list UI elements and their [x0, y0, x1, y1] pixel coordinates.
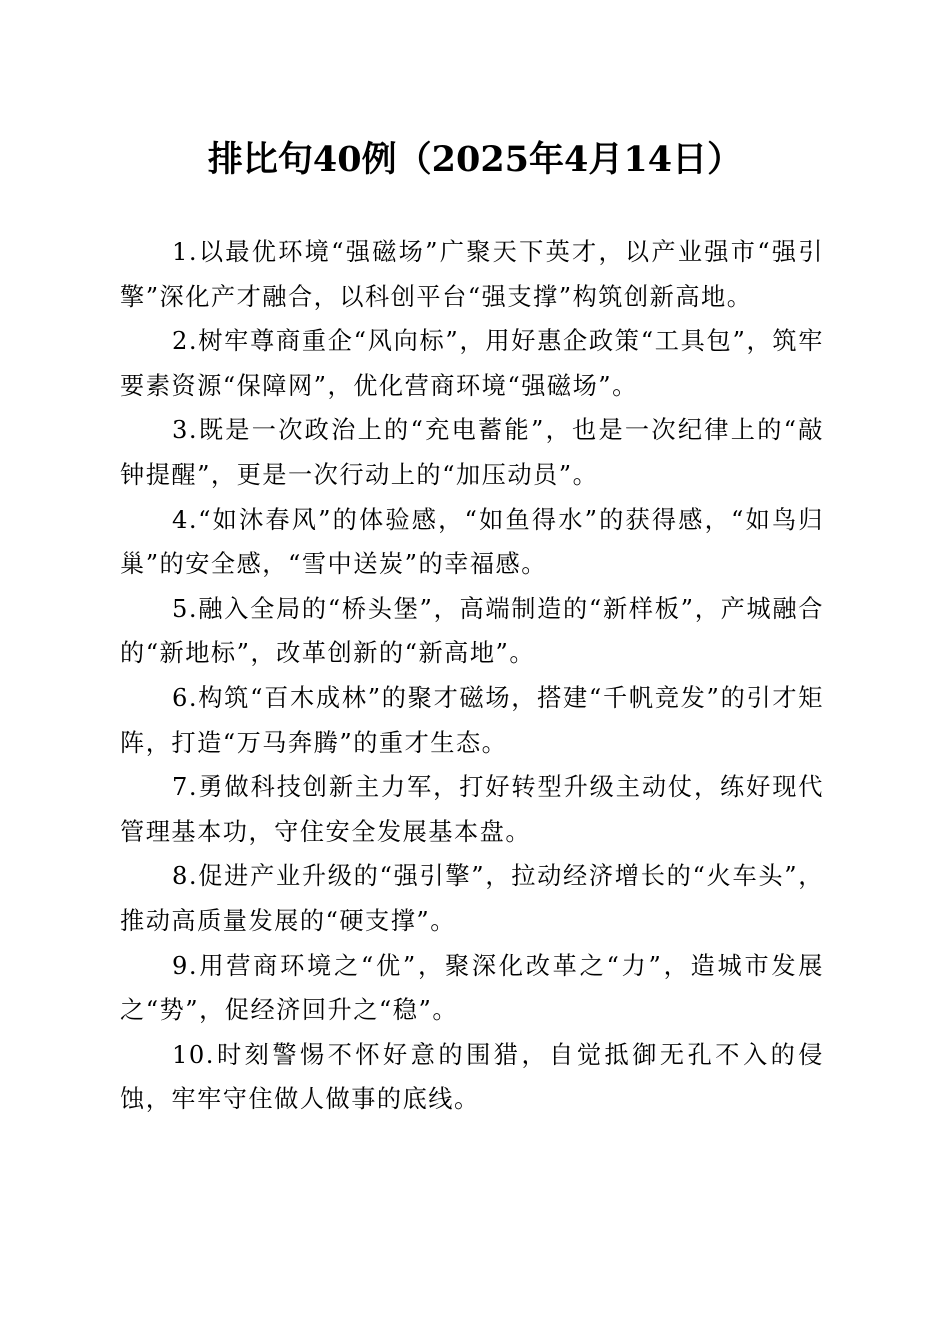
paragraph-7: 7.勇做科技创新主力军，打好转型升级主动仗，练好现代管理基本功，守住安全发展基本盘。	[120, 773, 824, 846]
paragraph-10: 10.时刻警惕不怀好意的围猎，自觉抵御无孔不入的侵蚀，牢牢守住做人做事的底线。	[120, 1040, 824, 1114]
paragraph-4: 4.“如沐春风”的体验感，“如鱼得水”的获得感，“如鸟归巢”的安全感，“雪中送炭”的幸福感。	[120, 505, 824, 579]
paragraph-3: 3.既是一次政治上的“充电蓄能”，也是一次纪律上的“敲钟提醒”，更是一次行动上的“加压动员”。	[120, 416, 824, 489]
paragraph-2: 2.树牢尊商重企“风向标”，用好惠企政策“工具包”，筑牢要素资源“保障网”，优化营商环境“强磁场”。	[120, 327, 824, 400]
document-title: 排比句40例（2025年4月14日）	[207, 139, 743, 180]
paragraph-9: 9.用营商环境之“优”，聚深化改革之“力”，造城市发展之“势”，促经济回升之“稳”。	[120, 951, 824, 1025]
paragraph-1: 1.以最优环境“强磁场”广聚天下英才，以产业强市“强引擎”深化产才融合，以科创平台“强支撑”构筑创新高地。	[120, 238, 824, 311]
paragraph-6: 6.构筑“百木成林”的聚才磁场，搭建“千帆竞发”的引才矩阵，打造“万马奔腾”的重才生态。	[120, 683, 824, 757]
paragraph-5: 5.融入全局的“桥头堡”，高端制造的“新样板”，产城融合的“新地标”，改革创新的“新高地”。	[120, 594, 824, 668]
paragraph-8: 8.促进产业升级的“强引擎”，拉动经济增长的“火车头”，推动高质量发展的“硬支撑”。	[120, 862, 824, 935]
document-body	[120, 230, 824, 1122]
